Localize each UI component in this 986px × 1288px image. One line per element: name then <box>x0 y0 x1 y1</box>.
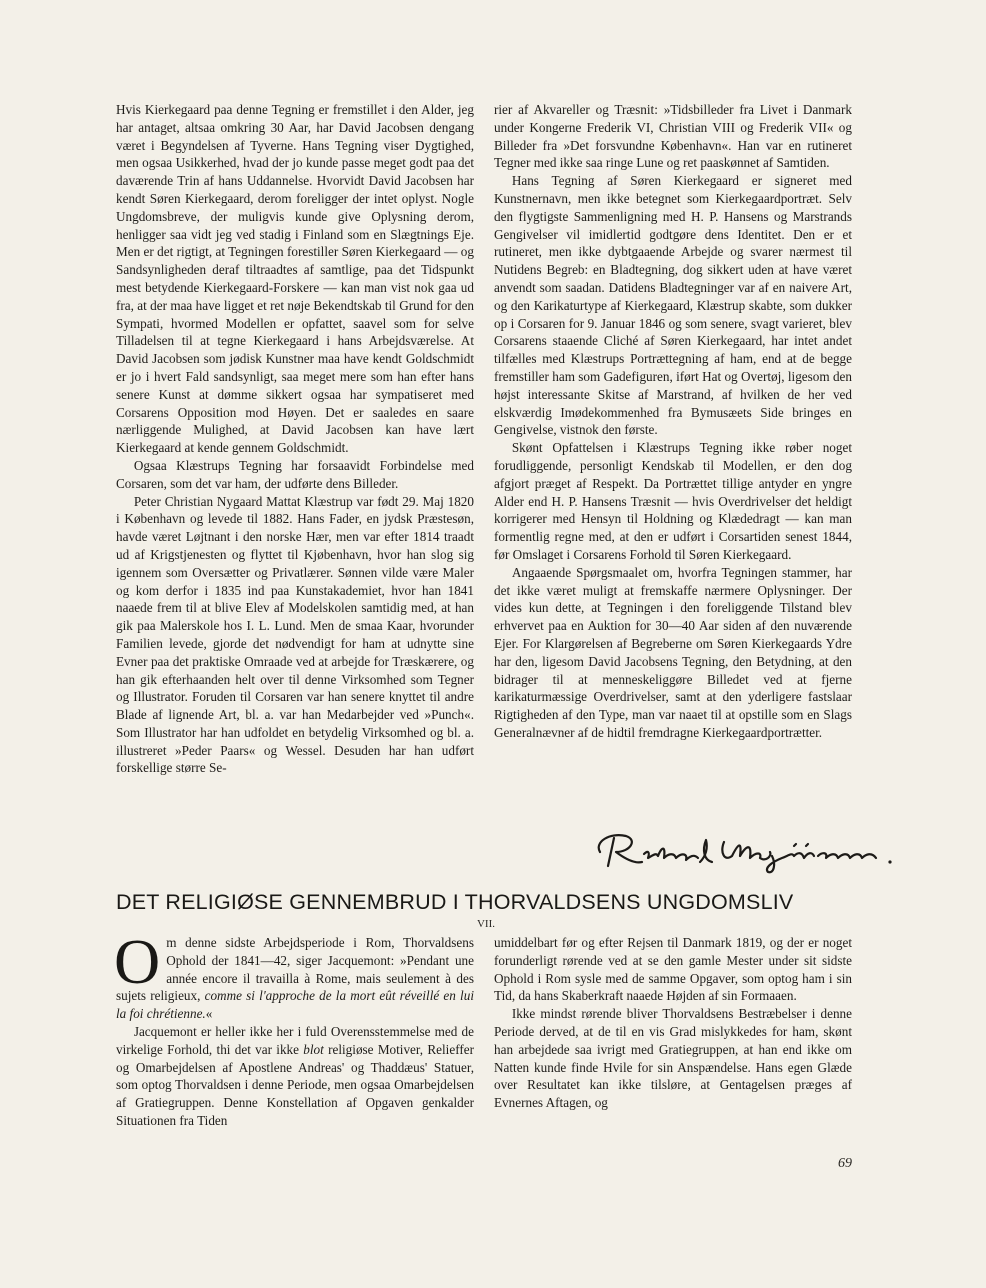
paragraph: Ogsaa Klæstrups Tegning har forsaavidt Forbindelse med Corsaren, som det var ham, der udførte dens Billeder. <box>116 457 474 491</box>
paragraph: Hvis Kierkegaard paa denne Tegning er fremstillet i den Alder, jeg har antaget, altsaa omkring 30 Aar, har David Jacobsen dengang været i Begyndelsen af Tyverne. Hans Tegning viser Dygtighed, men ogsaa Usikkerhed, hvad der jo kunde passe meget godt paa det daværende Trin af hans Uddannelse. Hvorvidt David Jacobsen har kendt Søren Kierkegaard, derom foreligger der intet oplyst. Nogle Ungdomsbreve, der muligvis kunde give Oplysning derom, henligger saa vidt jeg ved stadig i Finland som en Slægtnings Eje. Men er det rigtigt, at Tegningen forestiller Søren Kierkegaard — og Sandsynligheden deraf tiltraadtes af samtlige, paa det Tidspunkt mest betydende Kierkegaard-Forskere — kan man vist nok gaa ud fra, at der maa have ligget et ret nøje Bekendtskab til Grund for den Sympati, hvormed Modellen er opfattet, saavel som for selve Tilladelsen til at tegne Kierkegaard i hans Arbejdsværelse. At David Jacobsen som jødisk Kunstner maa have kendt Goldschmidt er jo i hvert Fald sandsynligt, saa meget mere som han efter hans senere Kunst at dømme sikkert ogsaa har sympatiseret med Corsarens Opposition mod Høyen. Det er saaledes en saare nærliggende Mulighed, at David Jacobsen kan have lært Kierkegaard at kende gennem Goldschmidt. <box>116 102 474 456</box>
paragraph: Peter Christian Nygaard Mattat Klæstrup var født 29. Maj 1820 i København og levede til 1882. Hans Fader, en jydsk Præstesøn, havde været Løjtnant i den norske Hær, men var efter 1814 traadt ud af Krigstjenesten og flyttet til Kjøbenhavn, hvor han slog sig igennem som Oversætter og Privatlærer. Sønnen vilde være Maler og kom derfor i 1835 ind paa Kunstakademiet, hvor han 1841 naaede frem til at blive Elev af Modelskolen samtidig med, at han gik paa Malerskole hos I. L. Lund. Men de smaa Kaar, hvorunder Familien levede, gjorde det nødvendigt for ham at udnytte sine Evner paa det praktiske Omraade ved at arbejde for Træskærere, og han gik efterhaanden helt over til denne Virksomhed som Tegner og Illustrator. Foruden til Corsaren var han senere knyttet til andre Blade af lignende Art, bl. a. var han Medarbejder ved »Punch«. Som Illustrator har han udfoldet en betydelig Virksomhed og bl. a. illustreret »Peder Paars« og Wessel. Desuden har han udført forskellige større Se- <box>116 493 474 776</box>
text-column-right-bottom <box>494 934 852 1112</box>
paragraph: Angaaende Spørgsmaalet om, hvorfra Tegningen stammer, har det ikke været muligt at fremskaffe nærmere Oplysninger. Der vides kun dette, at Tegningen i den foreliggende Tilstand blev erhvervet paa en Auktion for 30—40 Aar siden af den nuværende Ejer. For Klargørelsen af Begreberne om Søren Kierkegaards Ydre har den, ligesom David Jacobsens Tegning, den Betydning, at den bidrager til at menneskeliggøre Billedet ved at fjerne karikaturmæssige Overdrivelser, samt at den yderligere fastslaar Rigtigheden af den Type, man var naaet til at opstille som en Slags Generalnævner af de hidtil fremdragne Kierkegaardportrætter. <box>494 564 852 740</box>
paragraph: Ikke mindst rørende bliver Thorvaldsens Bestræbelser i denne Periode derved, at de til en vis Grad mislykkedes for ham, skønt han arbejdede saa ivrigt med Gratiegruppen, at han end ikke om Natten kunde finde Hvile for sin Anspændelse. Hans egen Glæde over Resultatet kan ikke tilsløre, at Gentagelsen præges af Evnernes Aftagen, og <box>494 1006 852 1111</box>
paragraph: Skønt Opfattelsen i Klæstrups Tegning ikke røber noget forudliggende, personligt Kendskab til Modellen, er den dog afgjort præget af Respekt. Da Portrættet tillige antyder en yngre Alder end H. P. Hansens Træsnit — hvis Overdrivelser det heldigt korrigerer med Hensyn til Holdning og Klædedragt — kan man formentlig regne med, at den er udført i Corsartiden senest 1844, før Omslaget i Corsarens Forhold til Søren Kierkegaard. <box>494 440 852 562</box>
paragraph: Hans Tegning af Søren Kierkegaard er signeret med Kunstnernavn, men ikke betegnet som Kierkegaardportræt. Selv den flygtigste Sammenligning med H. P. Hansens og Marstrands Gengivelser vil imidlertid godtgøre dens Identitet. Den er et rutineret, men ikke dybtgaaende Arbejde og svarer nærmest til Nutidens Begreb: en Bladtegning, dog sikkert uden at have været anvendt som saadan. Datidens Bladtegninger var af en naivere Art, og den Karikaturtype af Kierkegaard, Klæstrup skabte, som dukker op i Corsaren for 9. Januar 1846 og som senere, svagt varieret, blev Corsarens staaende Cliché af Søren Kierkegaard, har intet andet tilfælles med Klæstrups Portrættegning af ham, end at de begge fremstiller ham som Gadefiguren, iført Hat og Overtøj, ligesom den højst interessante Skitse af Marstrand, af hvilken de her ved elskværdig Imødekommenhed fra Bymusæets Side bringes en Gengivelse, vistnok den første. <box>494 173 852 438</box>
paragraph: umiddelbart før og efter Rejsen til Danmark 1819, og der er noget forunderligt rørende ved at se den gamle Mester under sit sidste Ophold i Rom sysle med de samme Opgaver, som optog ham i sin Tid, da hans Skaberkraft naaede Højden af sin Formaaen. <box>494 935 852 1004</box>
signature-text: Rikard Magnussen. <box>590 822 598 823</box>
text-column-right-top <box>494 101 852 742</box>
drop-cap: O <box>114 926 161 997</box>
italic-word: blot <box>303 1041 324 1057</box>
text-column-left-top <box>116 101 474 777</box>
paragraph: rier af Akvareller og Træsnit: »Tidsbilleder fra Livet i Danmark under Kongerne Frederik VI, Christian VIII og Frederik VII« og Billeder fra »Det forsvundne København«. Han var en rutineret Tegner med ikke saa ringe Lune og ret paaskønnet af Samtiden. <box>494 102 852 171</box>
handwritten-signature <box>590 822 910 878</box>
italic-quote: comme si l'approche de la mort eût réveillé en lui la foi chrétienne. <box>116 988 474 1022</box>
section-title: DET RELIGIØSE GENNEMBRUD I THORVALDSENS UNGDOMSLIV <box>116 890 794 914</box>
paragraph <box>116 1023 474 1130</box>
opening-paragraph <box>114 926 474 1023</box>
section-number: VII. <box>476 918 496 930</box>
paragraph-text: Jacquemont er heller ikke her i fuld Overensstemmelse med de virkelige Forhold, thi det var ikke <box>116 1023 474 1057</box>
paragraph-text: « <box>205 1006 213 1022</box>
paragraph-text: m denne sidste Arbejdsperiode i Rom, Thorvaldsens Ophold der 1841—42, siger Jacquemont: »Pendant une année encore il travailla à Rome, mais seulement à des sujets religieux, <box>116 935 474 1004</box>
page-number: 69 <box>838 1156 852 1171</box>
paragraph-text: religiøse Motiver, Relieffer og Omarbejdelsen af Apostlene Andreas' og Thaddæus' Statuer, som optog Thorvaldsen i denne Periode, men ogsaa Omarbejdelsen af Gratiegruppen. Denne Konstellation af Opgaven genkalder Situationen fra Tiden <box>116 1041 474 1128</box>
text-column-left-bottom <box>114 926 474 1130</box>
